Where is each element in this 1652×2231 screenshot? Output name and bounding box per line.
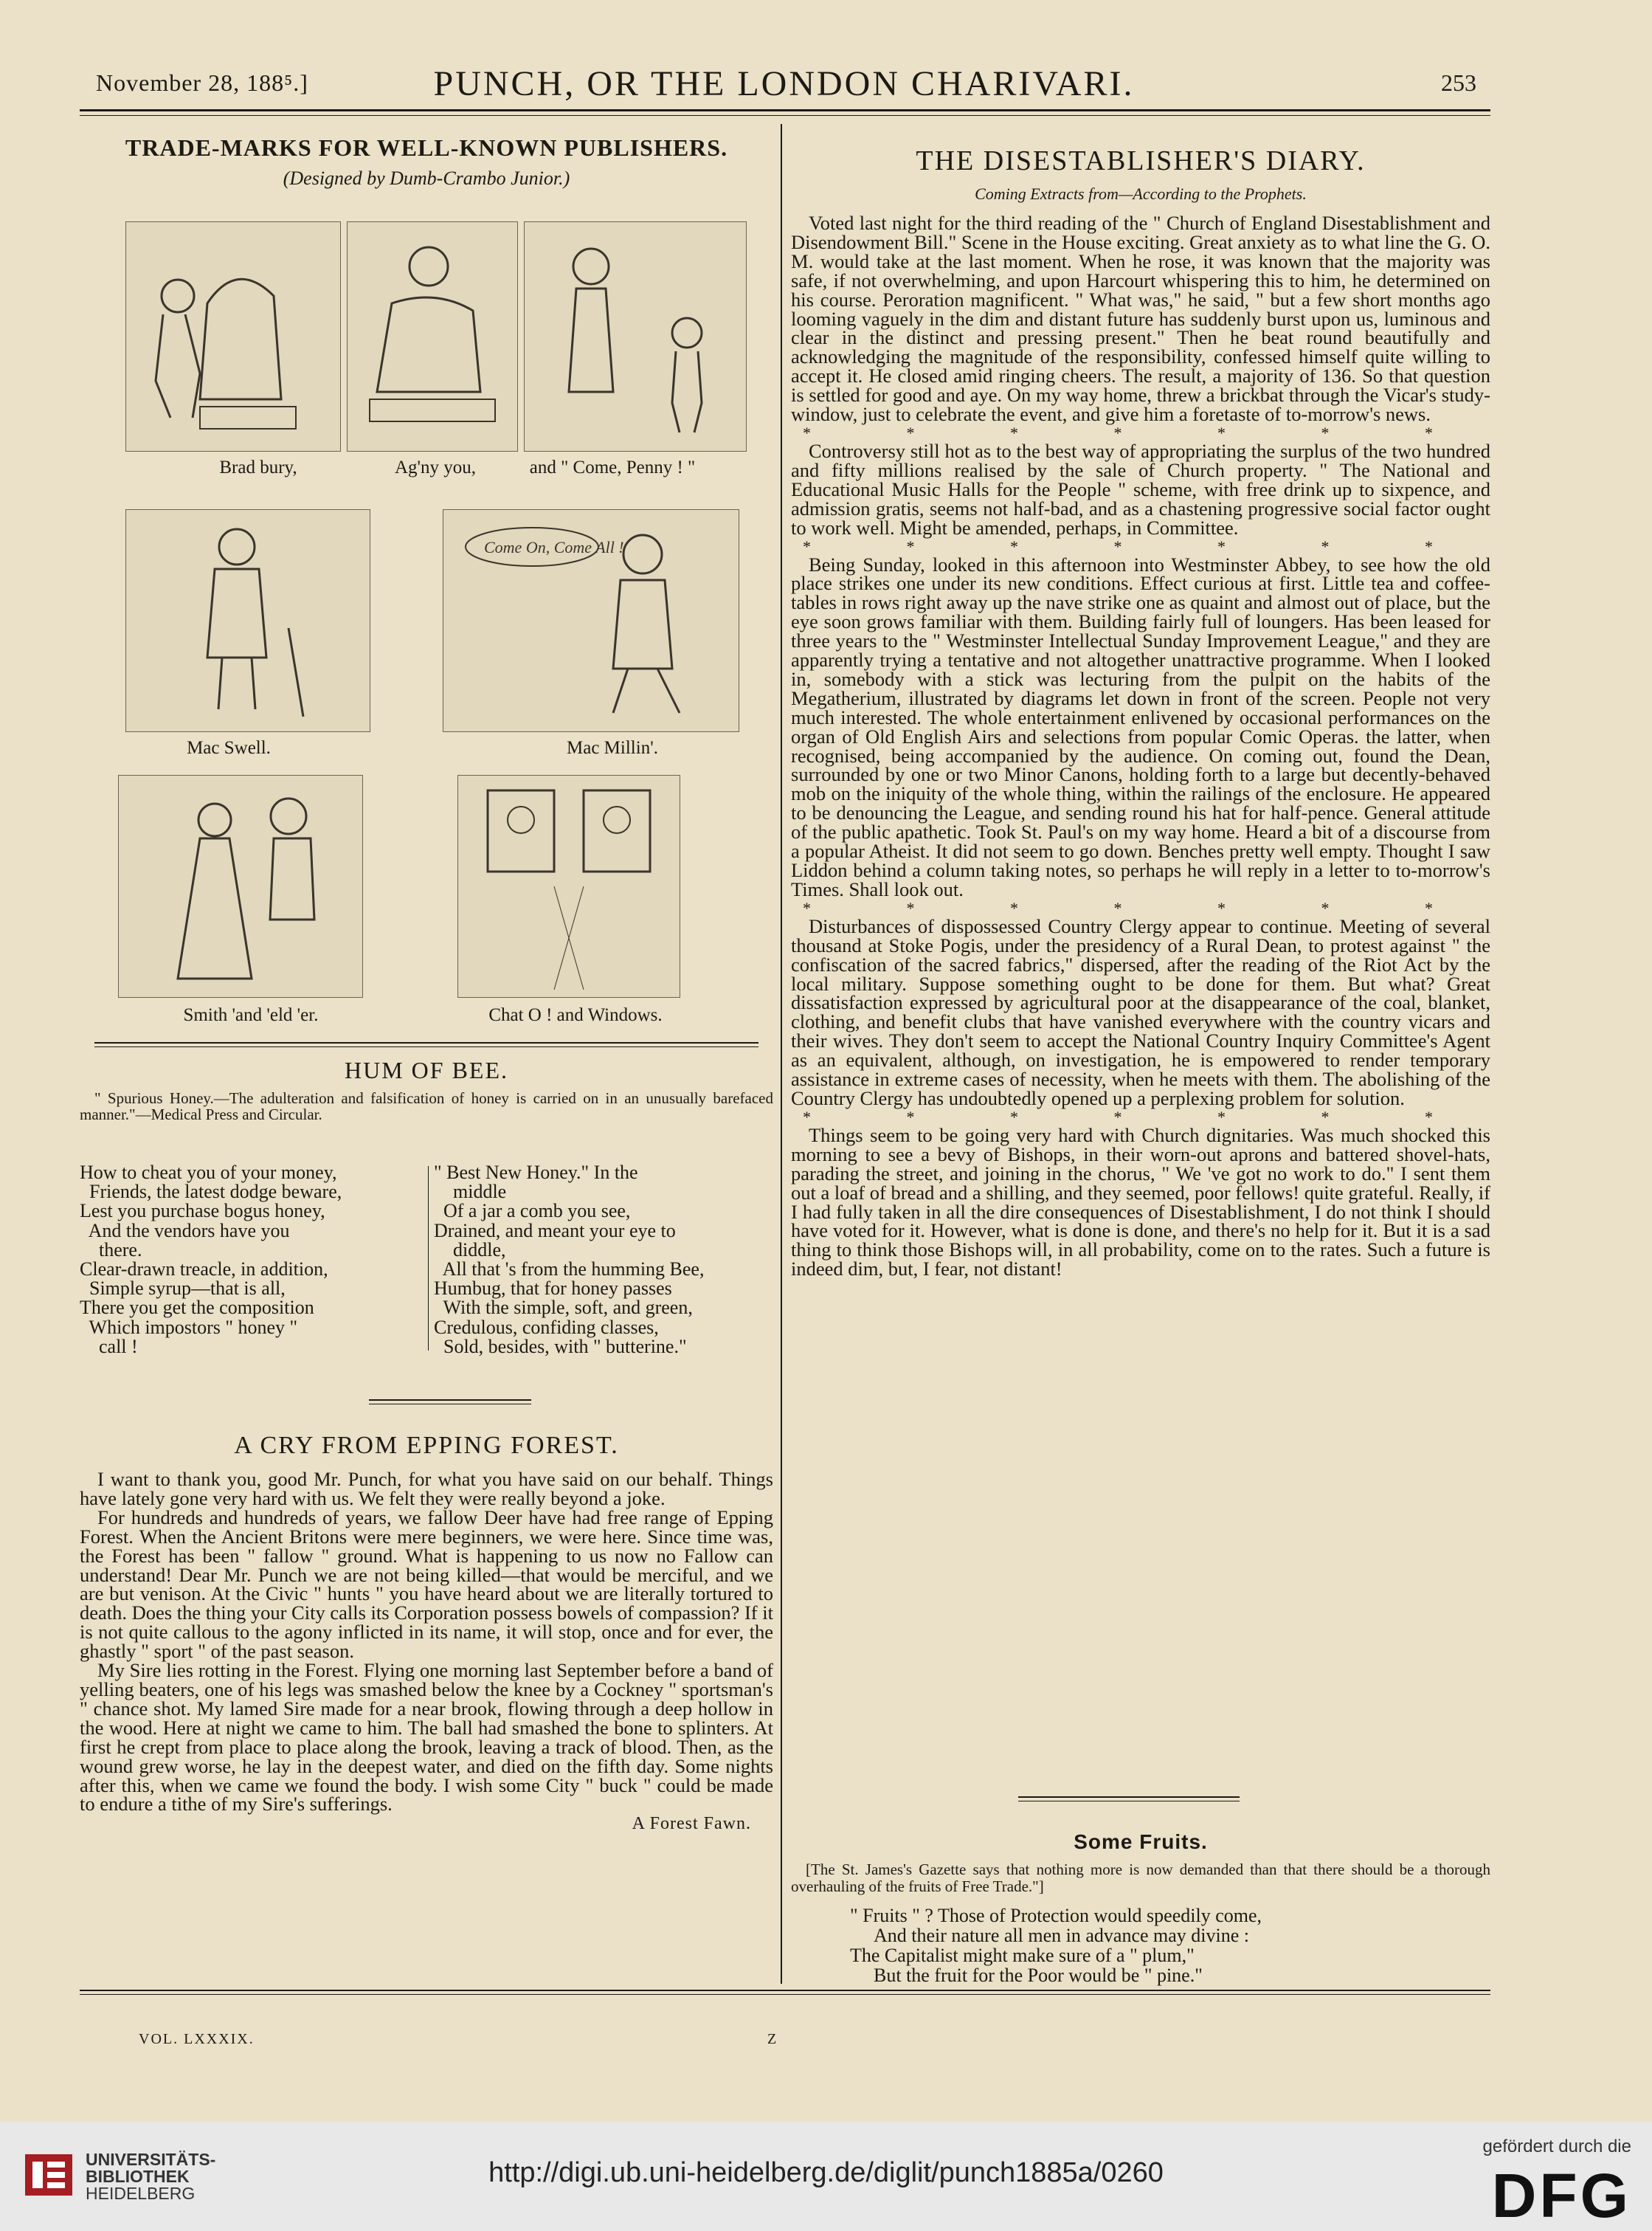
article-epigraph: [The St. James's Gazette says that nothing more is now demanded than that there should be a thorough overhauling of the fruits of Free Trade."] xyxy=(791,1861,1490,1895)
short-rule xyxy=(369,1399,531,1401)
caption-smith-and-held-her: Smith 'and 'eld 'er. xyxy=(183,1005,319,1025)
verse-line: Humbug, that for honey passes xyxy=(434,1277,672,1300)
signature-mark: Z xyxy=(767,2031,778,2047)
caption-mac-swell: Mac Swell. xyxy=(187,738,271,758)
issue-date: November 28, 188⁵.] xyxy=(96,69,308,96)
article-subtitle: (Designed by Dumb-Crambo Junior.) xyxy=(283,168,570,189)
article-paragraph: Disturbances of dispossessed Country Clergy appear to continue. Meeting of several thousand at Stoke Pogis, under the presidency of a Rural Dean, to protest against " the confiscation of the sacred fabrics," dispersed, after the reading of the Riot Act by the local military. Suppose something ought to be done for them. But what? Great dissatisfaction expressed by agricultural poor at the disappearance of the coal, blanket, clothing, and benefit clubs that have vanished everywhere with the country vicars and their wives. They don't seem to accept the National Country Inquiry Committee's Agent as an equivalent, although, on investigation, he is empowered to render temporary assistance in extreme cases of necessity, when he meets with them. The abolishing of the Country Clergy has undoubtedly opened up a perplexing problem for solution. xyxy=(791,914,1490,1109)
verse-line: Credulous, confiding classes, xyxy=(434,1316,659,1338)
illustration-brad-bury xyxy=(125,221,341,452)
masthead-title: PUNCH, OR THE LONDON CHARIVARI. xyxy=(433,64,1135,103)
speech-bubble-text: Come On, Come All ! xyxy=(484,538,624,556)
digitization-banner xyxy=(0,2122,1652,2231)
verse-line: middle xyxy=(434,1181,507,1203)
library-line: UNIVERSITÄTS- xyxy=(86,2150,216,2169)
verse-line: Lest you purchase bogus honey, xyxy=(80,1200,325,1222)
verse-line: Of a jar a comb you see, xyxy=(434,1200,631,1222)
article-title: Some Fruits. xyxy=(1074,1830,1208,1853)
caption-brad-bury: Brad bury, xyxy=(219,458,297,477)
hum-of-bee-article xyxy=(80,1057,773,1123)
caption-mac-millin: Mac Millin'. xyxy=(567,738,658,758)
verse-line: Friends, the latest dodge beware, xyxy=(80,1181,342,1203)
article-paragraph: My Sire lies rotting in the Forest. Flying one morning last September before a band of yelling beaters, one of his legs was smashed below the knee by a Cockney " sportsman's " chance shot. My lamed Sire made for a near brook, flowing through a deep hollow in the wood. Here at night we came to him. The ball had smashed the bone to splinters. At first he crept from place to place along the brook, leaving a track of blood. Then, as the wound grew worse, he lay in the deepest water, and died on the fifth day. Some nights after this, when we came we found the body. I wish some City " buck " could be made to endure a tithe of my Sire's sufferings. xyxy=(80,1659,773,1816)
article-paragraph: Controversy still hot as to the best way of appropriating the surplus of the two hundred and fifty millions realised by the sale of Church property. " The National and Educational Music Halls for the People " scheme, with free drink up to sixpence, and admission gratis, seems not half-bad, and as a chastening progressive social factor ought to work well. Might be amended, perhaps, in Committee. xyxy=(791,439,1490,539)
verse-line: Drained, and meant your eye to xyxy=(434,1219,676,1241)
article-paragraph: Voted last night for the third reading of the " Church of England Disestablishment and Disendowment Bill." Scene in the House exciting. Great anxiety as to what line the G. O. M. would take at the last moment. When he rose, it was known that the majority was safe, if not overwhelming, and upon Harcourt whispering this to him, he determined on his course. Peroration magnificent. " What was," he said, " but a few short months ago looming vaguely in the dim and distant future has suddenly burst upon us, luminous and clear in the distinct and pressing present." Then he beat round beautifully and acknowledging the magnitude of the responsibility, confessed himself quite willing to accept it. He closed amid ringing cheers. The result, a majority of 136. So that question is settled for good and aye. On my way home, threw a brickbat through the Vicar's study-window, just to celebrate the event, and give him a foretaste of to-morrow's news. xyxy=(791,212,1490,426)
verse-right xyxy=(434,1163,773,1356)
section-rule-thin xyxy=(94,1046,758,1047)
footer-rule xyxy=(80,1990,1490,1991)
verse-line: Simple syrup—that is all, xyxy=(80,1277,286,1300)
page-number: 253 xyxy=(1441,69,1476,96)
article-paragraph: Things seem to be going very hard with Church dignitaries. Was much shocked this morning to see a bevy of Bishops, in their worn-out aprons and battered shovel-hats, parading the street, and joining in the chorus, " We 've got no work to do." I sent them out a loaf of bread and a shilling, and they seemed, poor fellows! quite grateful. Really, if I had fully taken in all the dire consequences of Disestablishment, I do not think I should have voted for it. However, what is done is done, and there's no help for it. But it is a sad thing to think those Bishops will, in all probability, come on to the rates. Such a future is indeed dim, but, I fear, not distant! xyxy=(791,1123,1490,1280)
verse-left xyxy=(80,1163,421,1356)
diary-article xyxy=(791,145,1490,1279)
volume-label: VOL. LXXXIX. xyxy=(139,2031,255,2047)
section-rule xyxy=(94,1042,758,1044)
article-title: THE DISESTABLISHER'S DIARY. xyxy=(916,145,1366,176)
verse-line: All that 's from the humming Bee, xyxy=(434,1258,705,1280)
verse-line: there. xyxy=(80,1238,142,1261)
verse-line: With the simple, soft, and green, xyxy=(434,1297,693,1319)
verse-line: diddle, xyxy=(434,1238,506,1261)
verse-line: And the vendors have you xyxy=(80,1219,290,1241)
permalink-url[interactable]: http://digi.ub.uni-heidelberg.de/diglit/punch1885a/0260 xyxy=(488,2157,1164,2188)
section-stars: * * * * * * * xyxy=(803,1107,1479,1126)
caption-chat-o-and-windows: Chat O ! and Windows. xyxy=(488,1005,663,1025)
verse-line: Sold, besides, with " butterine." xyxy=(434,1335,687,1357)
article-title: HUM OF BEE. xyxy=(344,1057,508,1083)
illustration-mac-swell xyxy=(125,509,370,732)
caption-come-penny: and " Come, Penny ! " xyxy=(529,458,696,477)
illustration-smith-and-held-her xyxy=(118,775,363,998)
short-rule xyxy=(1018,1796,1240,1798)
article-epigraph: " Spurious Honey.—The adulteration and falsification of honey is carried on in an unusually barefaced manner."—Medical Press and Circular. xyxy=(80,1089,773,1123)
epping-forest-article xyxy=(80,1432,773,1834)
library-line: BIBLIOTHEK xyxy=(86,2167,190,2186)
some-fruits-article xyxy=(791,1830,1490,1985)
verse-line: But the fruit for the Poor would be " pine." xyxy=(874,1965,1203,1986)
article-signature: A Forest Fawn. xyxy=(632,1814,751,1834)
trade-marks-article xyxy=(80,134,773,190)
verse-line: Clear-drawn treacle, in addition, xyxy=(80,1258,328,1280)
verse-line: There you get the composition xyxy=(80,1297,314,1319)
illustration-agny-you xyxy=(347,221,518,452)
column-divider xyxy=(781,124,782,1984)
section-stars: * * * * * * * xyxy=(803,423,1479,442)
verse-line: The Capitalist might make sure of a " plum," xyxy=(850,1945,1195,1966)
verse-line: " Best New Honey." In the xyxy=(434,1162,638,1183)
library-line: HEIDELBERG xyxy=(86,2184,196,2203)
article-title: A CRY FROM EPPING FOREST. xyxy=(234,1432,619,1459)
article-paragraph: Being Sunday, looked in this afternoon into Westminster Abbey, to see how the old place strikes one under its new conditions. Effect curious at first. Little tea and coffee-tables in rows right away up the nave strike one as quaint and almost out of place, but the eye soon grows familiar with them. Building fairly full of loungers. Has been leased for three years to the " Westminster Intellectual Sunday Improvement League," and they are apparently trying a tentative and not altogether unattractive programme. When I looked in, somebody with a stick was lecturing from the pulpit on the habits of the Megatherium, illustrated by diagrams let down in front of the screen. People not very much interested. The whole entertainment enlivened by occasional performances on the organ of Old English Airs and selections from popular Comic Operas. the latter, when recognised, being accompanied by the audience. On coming out, found the Dean, surrounded by one or two Minor Canons, holding forth to a large but decently-behaved mob on the iniquity of the whole thing, within the railings of the enclosure. He appeared to be denouncing the League, and sending round his hat for half-pence. General attitude of the public apathetic. Took St. Paul's on my way home. Heard a bit of a discourse from a popular Atheist. It did not seem to go down. Benches pretty well empty. Thought I saw Liddon behind a column taking notes, so perhaps he will reply in a letter to to-morrow's Times. Shall look out. xyxy=(791,553,1490,900)
article-subtitle: Coming Extracts from—According to the Prophets. xyxy=(975,185,1307,203)
verse-line: call ! xyxy=(80,1335,138,1357)
article-paragraph: For hundreds and hundreds of years, we fallow Deer have had free range of Epping Forest. When the Ancient Britons were mere beginners, we were here. Since time was, the Forest has been " fallow " ground. What is happening to us now no Fallow can understand! Dear Mr. Punch we are not being killed—that would be merciful, and we are but venison. At the Civic " hunts " you have heard about we are literally tortured to death. Does the thing your City calls its Corporation possess bowels of compassion? If it is not quite callous to the agony inflicted in its name, it will stop, once and for ever, the ghastly " sport " of the past season. xyxy=(80,1506,773,1663)
illustration-come-penny xyxy=(524,221,747,452)
verse-line: " Fruits " ? Those of Protection would speedily come, xyxy=(850,1905,1262,1926)
caption-agny-you: Ag'ny you, xyxy=(394,458,477,477)
illustration-mac-millin xyxy=(443,509,739,732)
article-paragraph: I want to thank you, good Mr. Punch, for what you have said on our behalf. Things have lately gone very hard with us. We felt they were really beyond a joke. xyxy=(80,1468,773,1509)
page-header xyxy=(81,63,1487,106)
header-rule xyxy=(80,109,1490,111)
fruits-verse xyxy=(791,1906,1490,1985)
illustration-chat-o-and-windows xyxy=(457,775,680,998)
footer-rule-thin xyxy=(80,1994,1490,1995)
funder-label: gefördert durch die xyxy=(1482,2137,1631,2156)
article-title: TRADE-MARKS FOR WELL-KNOWN PUBLISHERS. xyxy=(125,134,728,161)
dfg-logo: DFG xyxy=(1491,2161,1631,2230)
header-rule-thin xyxy=(80,115,1490,116)
verse-line: How to cheat you of your money, xyxy=(80,1162,337,1183)
verse-line: And their nature all men in advance may divine : xyxy=(874,1925,1249,1946)
section-stars: * * * * * * * xyxy=(803,898,1479,917)
verse-line: Which impostors " honey " xyxy=(80,1316,298,1338)
verse-divider xyxy=(428,1166,429,1351)
section-stars: * * * * * * * xyxy=(803,537,1479,556)
